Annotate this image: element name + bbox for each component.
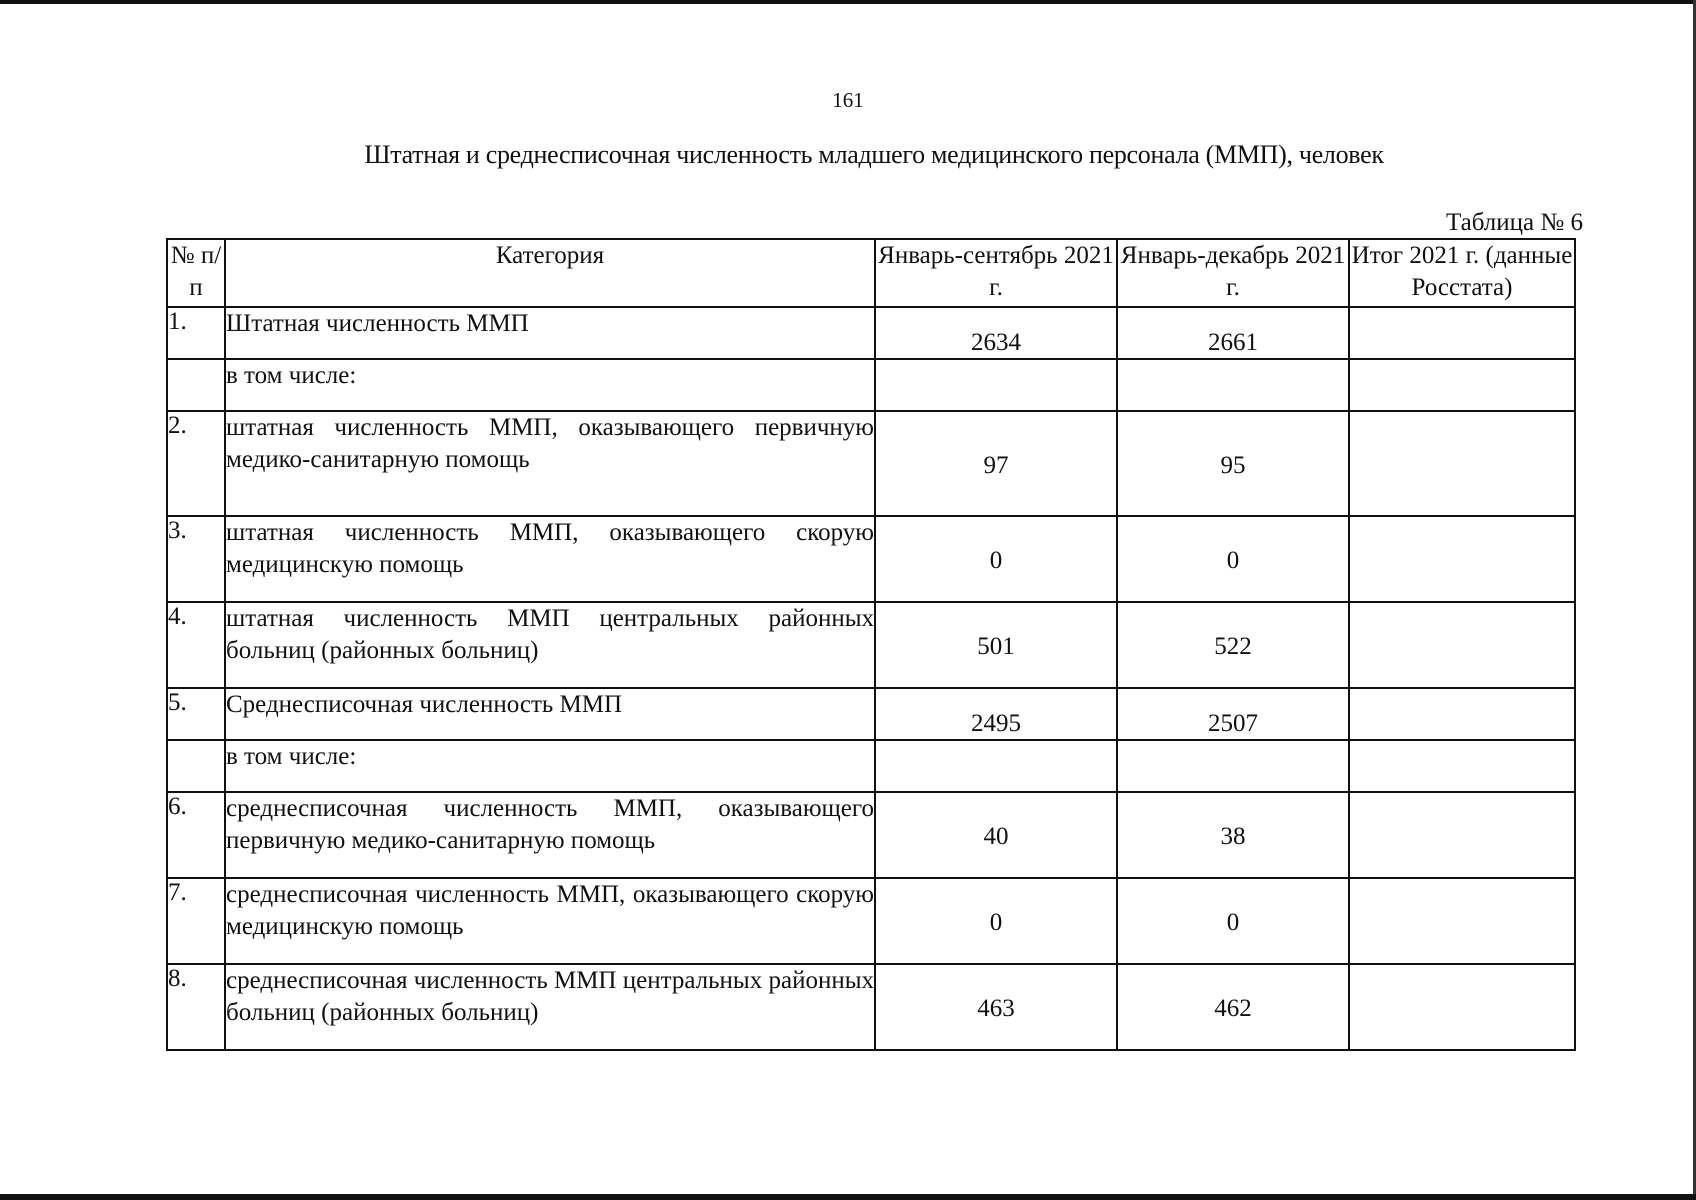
staffing-table: [166, 238, 1576, 1051]
row-num: 1.: [167, 307, 225, 359]
row-num: [167, 740, 225, 792]
row-num: 2.: [167, 411, 225, 516]
row-category: в том числе:: [225, 740, 875, 792]
value-jan-dec: 2507: [1208, 710, 1258, 737]
page-title: Штатная и среднесписочная численность младшего медицинского персонала (ММП), человек: [364, 140, 1384, 169]
row-total: [1349, 964, 1575, 1050]
row-num: 4.: [167, 602, 225, 688]
row-num: 8.: [167, 964, 225, 1050]
value-jan-sep: 0: [989, 909, 1003, 936]
table-row: [167, 792, 1575, 878]
row-num: [167, 359, 225, 411]
row-category: штатная численность ММП, оказывающего скорую медицинскую помощь: [225, 516, 875, 602]
row-num: 5.: [167, 688, 225, 740]
row-jan-sep: [875, 411, 1117, 516]
row-total: [1349, 688, 1575, 740]
header-jan-dec: Январь-декабрь 2021 г.: [1117, 239, 1349, 307]
row-jan-dec: [1117, 792, 1349, 878]
row-jan-dec: [1117, 964, 1349, 1050]
row-total: [1349, 411, 1575, 516]
row-jan-sep: [875, 792, 1117, 878]
table-row: [167, 602, 1575, 688]
table-row: [167, 411, 1575, 516]
scan-border-bottom: [0, 1194, 1696, 1200]
table-row: [167, 878, 1575, 964]
row-total: [1349, 792, 1575, 878]
row-category: Штатная численность ММП: [225, 307, 875, 359]
row-jan-sep: [875, 516, 1117, 602]
scan-border-top: [0, 0, 1696, 4]
row-category: Среднесписочная численность ММП: [225, 688, 875, 740]
value-jan-dec: 522: [1214, 633, 1252, 660]
row-jan-dec: [1117, 307, 1349, 359]
row-total: [1349, 359, 1575, 411]
row-total: [1349, 602, 1575, 688]
table-header-row: [167, 239, 1575, 307]
row-jan-dec: [1117, 359, 1349, 411]
row-jan-dec: [1117, 602, 1349, 688]
value-jan-dec: 38: [1220, 823, 1246, 850]
value-jan-dec: 462: [1214, 995, 1252, 1022]
row-category: в том числе:: [225, 359, 875, 411]
row-num: 6.: [167, 792, 225, 878]
value-jan-dec: 95: [1220, 451, 1246, 479]
row-category: штатная численность ММП центральных районных больниц (районных больниц): [225, 602, 875, 688]
value-jan-dec: 0: [1226, 547, 1240, 574]
row-category: штатная численность ММП, оказывающего первичную медико-санитарную помощь: [225, 411, 875, 516]
row-jan-sep: [875, 602, 1117, 688]
row-jan-sep: [875, 359, 1117, 411]
value-jan-sep: 0: [989, 547, 1003, 574]
row-jan-sep: [875, 964, 1117, 1050]
row-total: [1349, 878, 1575, 964]
row-jan-dec: [1117, 411, 1349, 516]
table-row: [167, 964, 1575, 1050]
header-num: № п/п: [167, 239, 225, 307]
header-total: Итог 2021 г. (данные Росстата): [1349, 239, 1575, 307]
value-jan-sep: 2634: [971, 329, 1021, 356]
row-jan-sep: [875, 307, 1117, 359]
row-category: среднесписочная численность ММП, оказывающего первичную медико-санитарную помощь: [225, 792, 875, 878]
row-num: 7.: [167, 878, 225, 964]
value-jan-sep: 463: [977, 995, 1015, 1022]
table-row: [167, 359, 1575, 411]
value-jan-dec: 0: [1226, 909, 1240, 936]
row-total: [1349, 740, 1575, 792]
row-category: среднесписочная численность ММП, оказывающего скорую медицинскую помощь: [225, 878, 875, 964]
value-jan-sep: 501: [977, 633, 1015, 660]
row-category: среднесписочная численность ММП центральных районных больниц (районных больниц): [225, 964, 875, 1050]
table-row: [167, 688, 1575, 740]
header-jan-sep: Январь-сентябрь 2021 г.: [875, 239, 1117, 307]
row-jan-dec: [1117, 740, 1349, 792]
table-row: [167, 516, 1575, 602]
row-num: 3.: [167, 516, 225, 602]
row-total: [1349, 516, 1575, 602]
value-jan-sep: 40: [983, 823, 1009, 850]
page-number: [0, 88, 1696, 113]
row-total: [1349, 307, 1575, 359]
row-jan-dec: [1117, 688, 1349, 740]
table-caption: Таблица № 6: [1445, 209, 1583, 236]
row-jan-sep: [875, 878, 1117, 964]
row-jan-dec: [1117, 516, 1349, 602]
value-jan-dec: 2661: [1208, 329, 1258, 356]
value-jan-sep: 2495: [971, 710, 1021, 737]
value-jan-sep: 97: [983, 451, 1009, 479]
row-jan-dec: [1117, 878, 1349, 964]
table-row: [167, 740, 1575, 792]
table-row: [167, 307, 1575, 359]
row-jan-sep: [875, 688, 1117, 740]
row-jan-sep: [875, 740, 1117, 792]
page-number-text: 161: [832, 88, 864, 112]
header-category: Категория: [225, 239, 875, 307]
